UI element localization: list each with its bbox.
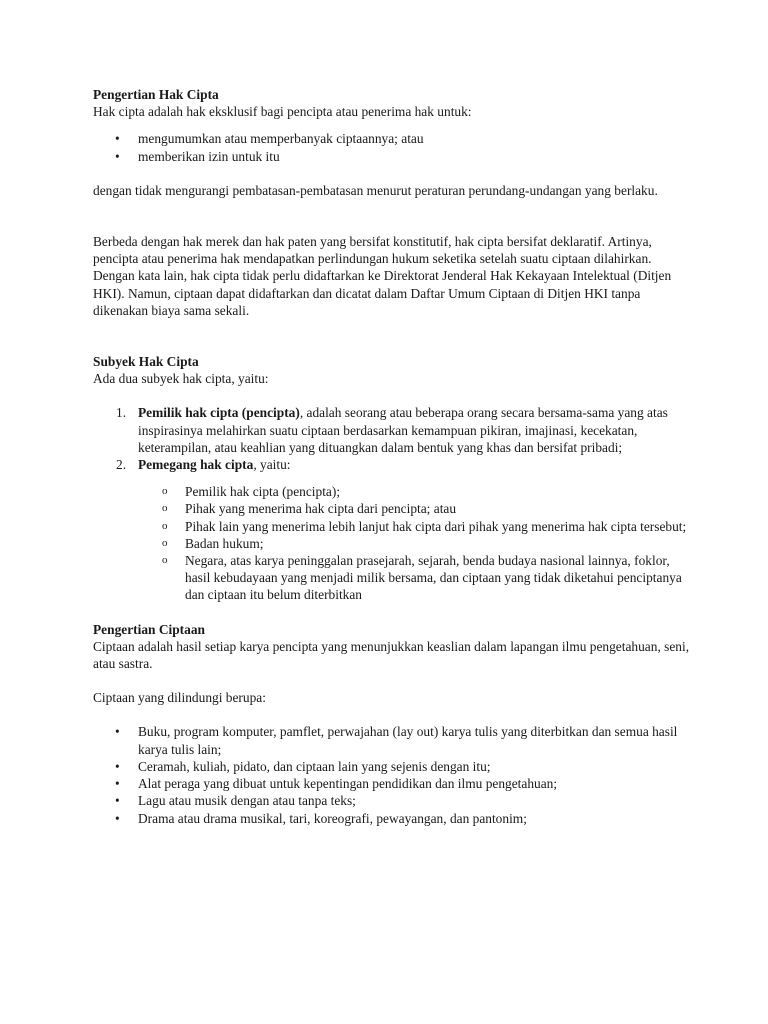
paragraph-ciptaan-protected-intro: Ciptaan yang dilindungi berupa: [93,690,266,706]
list-item-text: , yaitu: [253,457,291,473]
protected-works-list [93,723,693,826]
paragraph-deklaratif: Berbeda dengan hak merek dan hak paten yang bersifat konstitutif, hak cipta bersifat deklaratif. Artinya, pencipta atau penerima hak mendapatkan perlindungan hukum seketika setelah suatu ciptaan dilahirkan. Dengan kata lain, hak cipta tidak perlu didaftarkan ke Direktorat Jenderal Hak Kekayaan Intelektual (Ditjen HKI). Namun, ciptaan dapat didaftarkan dan dicatat dalam Daftar Umum Ciptaan di Ditjen HKI tanpa dikenakan biaya sama sekali. [93,234,672,318]
list-item [138,552,693,604]
list-item [93,810,693,827]
list-item [93,148,693,165]
circle-marker: o [162,502,168,515]
list-item-text: Pihak lain yang menerima lebih lanjut hak cipta dari pihak yang menerima hak cipta tersebut; [185,518,687,534]
paragraph-subyek-intro: Ada dua subyek hak cipta, yaitu: [93,371,269,387]
list-item-text: Drama atau drama musikal, tari, koreografi, pewayangan, dan pantonim; [138,810,527,826]
section-title-pengertian-ciptaan: Pengertian Ciptaan [93,621,205,637]
circle-marker: o [162,554,168,567]
list-item-term: Pemilik hak cipta (pencipta) [138,405,300,421]
list-item-text: Negara, atas karya peninggalan prasejarah, sejarah, benda budaya nasional lainnya, foklor, hasil kebudayaan yang menjadi milik bersama, dan ciptaan yang tidak diketahui penciptanya dan ciptaan itu belum diterbitkan [185,553,682,603]
circle-marker: o [162,536,168,549]
list-item-term: Pemegang hak cipta [138,457,254,473]
section-title-subyek-hak-cipta: Subyek Hak Cipta [93,354,199,370]
list-item-text: Buku, program komputer, pamflet, perwajahan (lay out) karya tulis yang diterbitkan dan semua hasil karya tulis lain; [138,724,678,757]
list-item-text: Ceramah, kuliah, pidato, dan ciptaan lain yang sejenis dengan itu; [138,758,491,774]
bullet-marker: • [115,148,120,164]
number-marker: 2. [116,457,127,473]
list-item-text: Pihak yang menerima hak cipta dari pencipta; atau [185,501,457,517]
subyek-numbered-list [93,404,693,473]
list-item [93,456,693,473]
paragraph-hak-cipta-closing: dengan tidak mengurangi pembatasan-pembatasan menurut peraturan perundang-undangan yang berlaku. [93,182,658,198]
list-item [93,130,693,147]
list-item-text: memberikan izin untuk itu [138,148,280,164]
circle-marker: o [162,519,168,532]
paragraph-hak-cipta-intro: Hak cipta adalah hak eksklusif bagi pencipta atau penerima hak untuk: [93,104,472,120]
number-marker: 1. [116,405,127,421]
hak-cipta-rights-list [93,130,693,164]
list-item [93,723,693,757]
circle-marker: o [162,485,168,498]
bullet-marker: • [115,793,120,809]
list-item-text: Alat peraga yang dibuat untuk kepentingan pendidikan dan ilmu pengetahuan; [138,776,558,792]
list-item-text: , adalah seorang atau beberapa orang secara bersama-sama yang atas inspirasinya melahirkan suatu ciptaan berdasarkan kemampuan pikiran, imajinasi, kecekatan, keterampilan, atau keahlian yang dituangkan dalam bentuk yang khas dan bersifat pribadi; [138,405,668,455]
list-item [93,404,693,456]
list-item-text: Badan hukum; [185,535,264,551]
list-item [93,775,693,792]
list-item-text: Lagu atau musik dengan atau tanpa teks; [138,793,356,809]
bullet-marker: • [115,758,120,774]
list-item [93,758,693,775]
bullet-marker: • [115,724,120,740]
paragraph-ciptaan-intro: Ciptaan adalah hasil setiap karya pencipta yang menunjukkan keaslian dalam lapangan ilmu pengetahuan, seni, atau sastra. [93,638,690,672]
list-item-text: Pemilik hak cipta (pencipta); [185,484,341,500]
list-item [138,483,693,500]
bullet-marker: • [115,776,120,792]
list-item-text: mengumumkan atau memperbanyak ciptaannya; atau [138,131,424,147]
pemegang-hak-cipta-sublist [138,483,693,603]
bullet-marker: • [115,810,120,826]
list-item [138,518,693,535]
bullet-marker: • [115,131,120,147]
list-item [138,500,693,517]
list-item [138,535,693,552]
list-item [93,792,693,809]
section-title-pengertian-hak-cipta: Pengertian Hak Cipta [93,87,219,102]
document-page [93,86,693,827]
